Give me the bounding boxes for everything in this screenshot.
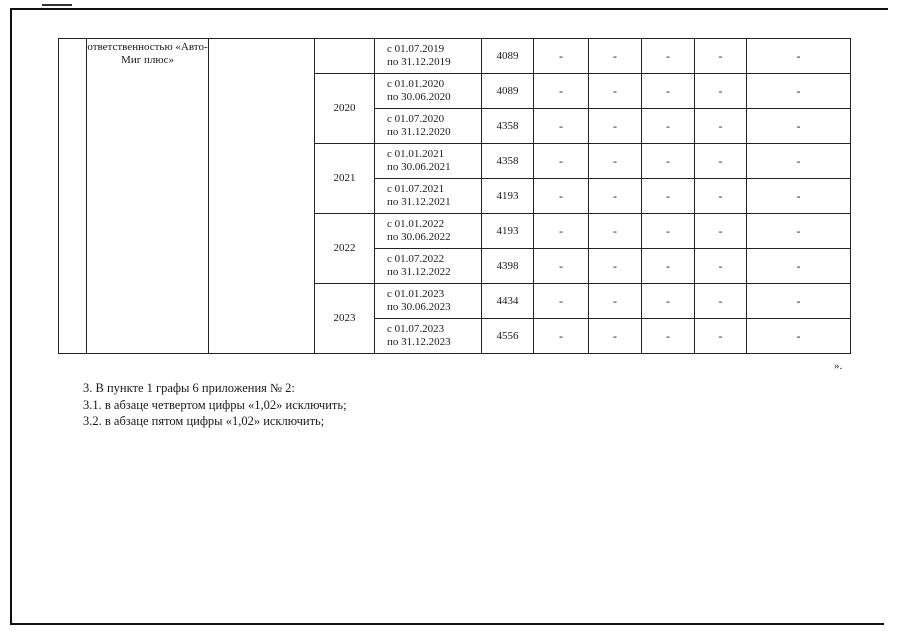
dash-cell: - xyxy=(534,179,589,214)
table-row xyxy=(59,39,851,74)
dash-cell: - xyxy=(534,284,589,319)
year-cell: 2021 xyxy=(315,144,375,214)
dash-cell: - xyxy=(642,39,695,74)
period-to: по 31.12.2019 xyxy=(387,56,451,68)
tariff-value-cell: 4358 xyxy=(482,109,534,144)
dash-cell: - xyxy=(642,249,695,284)
period-from: с 01.01.2021 xyxy=(387,148,445,160)
period-from: с 01.07.2021 xyxy=(387,183,445,195)
dash-cell: - xyxy=(589,144,642,179)
dash-cell: - xyxy=(534,109,589,144)
tariff-value-cell: 4556 xyxy=(482,319,534,354)
scan-artifact-line xyxy=(42,4,72,6)
period-to: по 31.12.2020 xyxy=(387,126,451,138)
dash-cell: - xyxy=(642,179,695,214)
tariff-value-cell: 4358 xyxy=(482,144,534,179)
dash-cell: - xyxy=(747,74,851,109)
paragraph-3-1: 3.1. в абзаце четвертом цифры «1,02» исключить; xyxy=(83,398,347,412)
period-from: с 01.07.2022 xyxy=(387,253,445,265)
dash-cell: - xyxy=(642,144,695,179)
dash-cell: - xyxy=(589,249,642,284)
period-to: по 31.12.2021 xyxy=(387,196,451,208)
period-to: по 31.12.2022 xyxy=(387,266,451,278)
dash-cell: - xyxy=(695,214,747,249)
dash-cell: - xyxy=(589,214,642,249)
period-from: с 01.07.2020 xyxy=(387,113,445,125)
period-from: с 01.01.2022 xyxy=(387,218,445,230)
period-to: по 30.06.2020 xyxy=(387,91,451,103)
period-to: по 30.06.2022 xyxy=(387,231,451,243)
period-cell xyxy=(375,144,482,179)
period-cell xyxy=(375,179,482,214)
dash-cell: - xyxy=(534,319,589,354)
dash-cell: - xyxy=(747,284,851,319)
dash-cell: - xyxy=(642,319,695,354)
tariff-value-cell: 4398 xyxy=(482,249,534,284)
period-from: с 01.07.2023 xyxy=(387,323,445,335)
dash-cell: - xyxy=(534,39,589,74)
dash-cell: - xyxy=(642,109,695,144)
period-cell xyxy=(375,109,482,144)
number-cell xyxy=(59,39,87,354)
dash-cell: - xyxy=(589,39,642,74)
dash-cell: - xyxy=(534,214,589,249)
dash-cell: - xyxy=(534,74,589,109)
dash-cell: - xyxy=(589,179,642,214)
dash-cell: - xyxy=(747,179,851,214)
year-cell: 2022 xyxy=(315,214,375,284)
dash-cell: - xyxy=(747,144,851,179)
page-border-top xyxy=(10,8,888,10)
dash-cell: - xyxy=(534,249,589,284)
dash-cell: - xyxy=(695,179,747,214)
dash-cell: - xyxy=(695,144,747,179)
dash-cell: - xyxy=(695,249,747,284)
dash-cell: - xyxy=(534,144,589,179)
page-border-left xyxy=(10,8,12,624)
period-cell xyxy=(375,284,482,319)
dash-cell: - xyxy=(695,319,747,354)
tariff-table xyxy=(58,38,851,354)
dash-cell: - xyxy=(589,74,642,109)
period-to: по 30.06.2023 xyxy=(387,301,451,313)
paragraph-3: 3. В пункте 1 графы 6 приложения № 2: xyxy=(83,381,295,395)
period-from: с 01.01.2020 xyxy=(387,78,445,90)
tariff-value-cell: 4434 xyxy=(482,284,534,319)
tariff-value-cell: 4089 xyxy=(482,74,534,109)
period-cell xyxy=(375,249,482,284)
dash-cell: - xyxy=(589,109,642,144)
period-from: с 01.01.2023 xyxy=(387,288,445,300)
period-cell xyxy=(375,39,482,74)
dash-cell: - xyxy=(747,214,851,249)
tariff-value-cell: 4193 xyxy=(482,179,534,214)
dash-cell: - xyxy=(747,249,851,284)
dash-cell: - xyxy=(642,284,695,319)
dash-cell: - xyxy=(642,74,695,109)
paragraph-3-2: 3.2. в абзаце пятом цифры «1,02» исключить; xyxy=(83,414,325,428)
dash-cell: - xyxy=(747,109,851,144)
period-to: по 31.12.2023 xyxy=(387,336,451,348)
period-cell xyxy=(375,319,482,354)
period-cell xyxy=(375,74,482,109)
period-from: с 01.07.2019 xyxy=(387,43,445,55)
period-to: по 30.06.2021 xyxy=(387,161,451,173)
dash-cell: - xyxy=(695,39,747,74)
dash-cell: - xyxy=(747,319,851,354)
dash-cell: - xyxy=(695,109,747,144)
dash-cell: - xyxy=(642,214,695,249)
quote-end-mark: ». xyxy=(834,360,843,372)
organization-cell: ответственностью «Авто-Миг плюс» xyxy=(87,39,209,354)
dash-cell: - xyxy=(589,284,642,319)
dash-cell: - xyxy=(747,39,851,74)
dash-cell: - xyxy=(695,74,747,109)
year-cell: 2020 xyxy=(315,74,375,144)
period-cell xyxy=(375,214,482,249)
page-border-bottom xyxy=(10,623,884,625)
dash-cell: - xyxy=(695,284,747,319)
year-cell: 2023 xyxy=(315,284,375,354)
dash-cell: - xyxy=(589,319,642,354)
empty-cell xyxy=(209,39,315,354)
year-cell xyxy=(315,39,375,74)
tariff-value-cell: 4089 xyxy=(482,39,534,74)
tariff-value-cell: 4193 xyxy=(482,214,534,249)
